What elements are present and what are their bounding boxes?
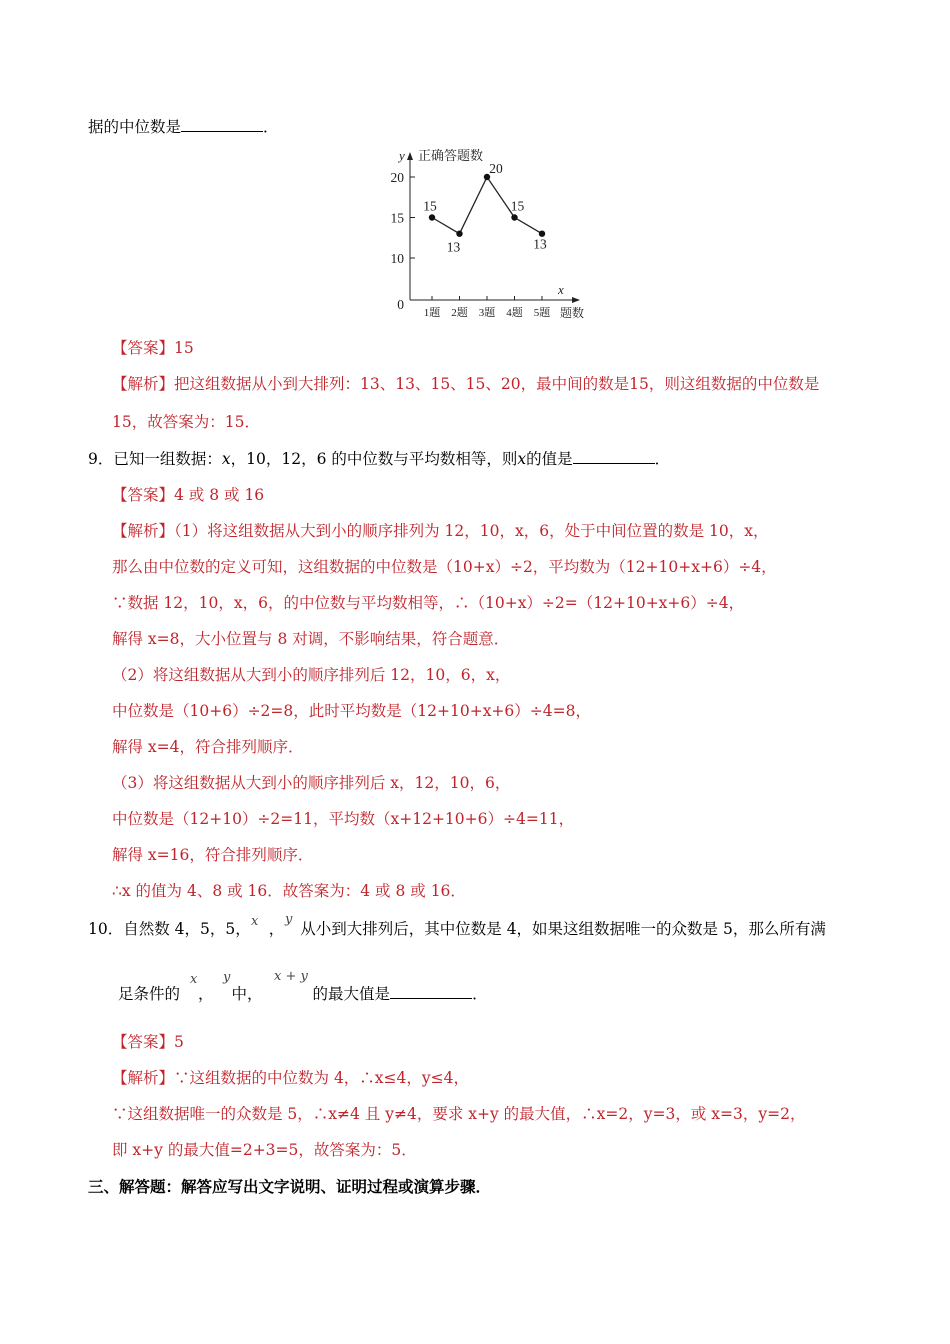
x-tick-label-5: 5题 <box>533 307 551 319</box>
x-tick-label-3: 3题 <box>478 307 496 319</box>
q8-tail-end: ． <box>263 118 279 136</box>
q9-explanation-line-11: ∴x 的值为 4、8 或 16．故答案为：4 或 8 或 16． <box>112 882 466 900</box>
q9-explanation-line-1 <box>112 520 769 542</box>
q9-answer-blank <box>573 449 655 464</box>
q9-explanation-line-6: 中位数是（10+6）÷2=8，此时平均数是（12+10+x+6）÷4=8， <box>112 702 591 720</box>
q10-answer-value: 5 <box>174 1033 184 1051</box>
q10-explanation-label: 【解析】 <box>112 1069 175 1087</box>
q8-answer-label: 【答案】 <box>112 339 175 357</box>
q9-explanation-line-9: 中位数是（12+10）÷2=11，平均数（x+12+10+6）÷4=11， <box>112 810 575 828</box>
q8-explanation-text-1: 把这组数据从小到大排列：13、13、15、15、20，最中间的数是15，则这组数据的中位数是 <box>174 375 820 393</box>
data-point-1 <box>429 214 435 220</box>
data-label-1: 15 <box>423 198 437 214</box>
q10-stem-line-1 <box>88 918 826 940</box>
q10-stem-1c: 从小到大排列后，其中位数是 4，如果这组数据唯一的众数是 5，那么所有满 <box>300 920 826 938</box>
q9-explanation-line-4: 解得 x=8，大小位置与 8 对调，不影响结果，符合题意． <box>112 630 510 648</box>
chart-title: 正确答题数 <box>418 148 484 163</box>
q8-explanation-label: 【解析】 <box>112 375 175 393</box>
q9-stem-a: 已知一组数据： <box>113 450 222 468</box>
q10-number: 10． <box>88 920 124 938</box>
q10-symbol-x-1: x <box>251 914 259 929</box>
data-point-2 <box>456 231 462 237</box>
x-tick-label-4: 4题 <box>506 307 523 319</box>
y-axis-label: y <box>399 148 405 163</box>
q10-explanation-line-2: ∵这组数据唯一的众数是 5，∴x≠4 且 y≠4，要求 x+y 的最大值，∴x=2，y=3，或 x=3，y=2， <box>112 1105 806 1123</box>
q8-explanation-line-1 <box>112 373 819 395</box>
q10-explanation-line-1 <box>112 1067 469 1089</box>
x-axis-title: 题数 <box>559 306 585 320</box>
q10-answer-blank <box>390 984 472 999</box>
q9-explanation-line-5: （2）将这组数据从大到小的顺序排列后 12，10，6，x， <box>112 666 511 684</box>
series-line <box>432 177 542 234</box>
q9-explanation-text-1: （1）将这组数据从大到小的顺序排列为 12，10，x，6，处于中间位置的数是 10，x， <box>174 522 769 540</box>
q8-explanation-line-2: 15，故答案为：15． <box>112 413 260 431</box>
q10-symbol-x-2: x <box>190 972 198 987</box>
q9-stem <box>88 448 670 470</box>
q9-number: 9． <box>88 450 114 468</box>
q9-explanation-label: 【解析】 <box>112 522 175 540</box>
q10-answer-label: 【答案】 <box>112 1033 175 1051</box>
data-label-5: 13 <box>533 236 547 252</box>
q10-stem-end: ． <box>472 985 488 1003</box>
y-tick-label-0: 0 <box>397 297 404 312</box>
x-tick-label-2: 2题 <box>451 307 468 319</box>
correct-answers-line-chart <box>378 140 598 325</box>
q10-stem-2b: ， <box>198 985 214 1003</box>
data-label-4: 15 <box>510 198 525 214</box>
section-3-heading: 三、解答题：解答应写出文字说明、证明过程或演算步骤． <box>88 1177 492 1196</box>
x-axis-arrow <box>572 297 580 303</box>
q8-answer-blank <box>181 117 263 132</box>
q10-explanation-text-1: ∵这组数据的中位数为 4，∴x≤4，y≤4， <box>174 1069 470 1087</box>
q10-stem-1b: ， <box>268 920 285 938</box>
q10-symbol-x-plus-y: x + y <box>274 969 308 984</box>
x-tick-label-1: 1题 <box>423 307 441 319</box>
q9-explanation-line-2: 那么由中位数的定义可知，这组数据的中位数是（10+x）÷2，平均数为（12+10+x+6）÷4， <box>112 558 777 576</box>
q9-explanation-line-10: 解得 x=16，符合排列顺序． <box>112 846 314 864</box>
q9-stem-c: 的值是 <box>526 450 573 468</box>
q9-answer-value: 4 或 8 或 16 <box>174 486 265 504</box>
q8-answer-line <box>112 337 194 359</box>
x-axis-label: x <box>558 282 564 297</box>
y-tick-label-10: 10 <box>390 251 404 266</box>
q10-symbol-y-1: y <box>285 912 293 927</box>
q8-tail-text: 据的中位数是 <box>88 118 182 136</box>
y-tick-label-15: 15 <box>390 210 404 226</box>
q9-var-x: x <box>221 450 231 468</box>
q10-stem-2d: 的最大值是 <box>312 985 391 1003</box>
q9-stem-end: ． <box>654 450 671 468</box>
q9-explanation-line-8: （3）将这组数据从大到小的顺序排列后 x，12，10，6， <box>112 774 511 792</box>
q10-stem-line-2 <box>118 983 488 1005</box>
data-label-2: 13 <box>446 239 461 255</box>
data-point-4 <box>511 214 517 220</box>
q9-var-x2: x <box>517 450 527 468</box>
q9-stem-b: ，10，12，6 的中位数与平均数相等，则 <box>230 450 518 468</box>
q9-answer-label: 【答案】 <box>112 486 175 504</box>
q10-answer-line <box>112 1031 184 1053</box>
y-tick-label-20: 20 <box>390 170 404 185</box>
q10-stem-2c: 中， <box>231 985 263 1003</box>
data-label-3: 20 <box>489 161 503 176</box>
q9-answer-line <box>112 484 264 506</box>
q10-symbol-y-2: y <box>223 970 231 985</box>
q9-explanation-line-7: 解得 x=4，符合排列顺序． <box>112 738 304 756</box>
y-axis-arrow <box>407 152 413 160</box>
q9-explanation-line-3: ∵数据 12，10，x，6，的中位数与平均数相等，∴（10+x）÷2=（12+10+x+6）÷4， <box>112 594 745 612</box>
q10-stem-2a: 足条件的 <box>118 985 181 1003</box>
q8-answer-value: 15 <box>174 339 194 357</box>
q10-explanation-line-3: 即 x+y 的最大值=2+3=5，故答案为：5． <box>112 1141 417 1159</box>
q8-tail-line <box>88 116 279 138</box>
q10-stem-1a: 自然数 4，5，5， <box>123 920 251 938</box>
